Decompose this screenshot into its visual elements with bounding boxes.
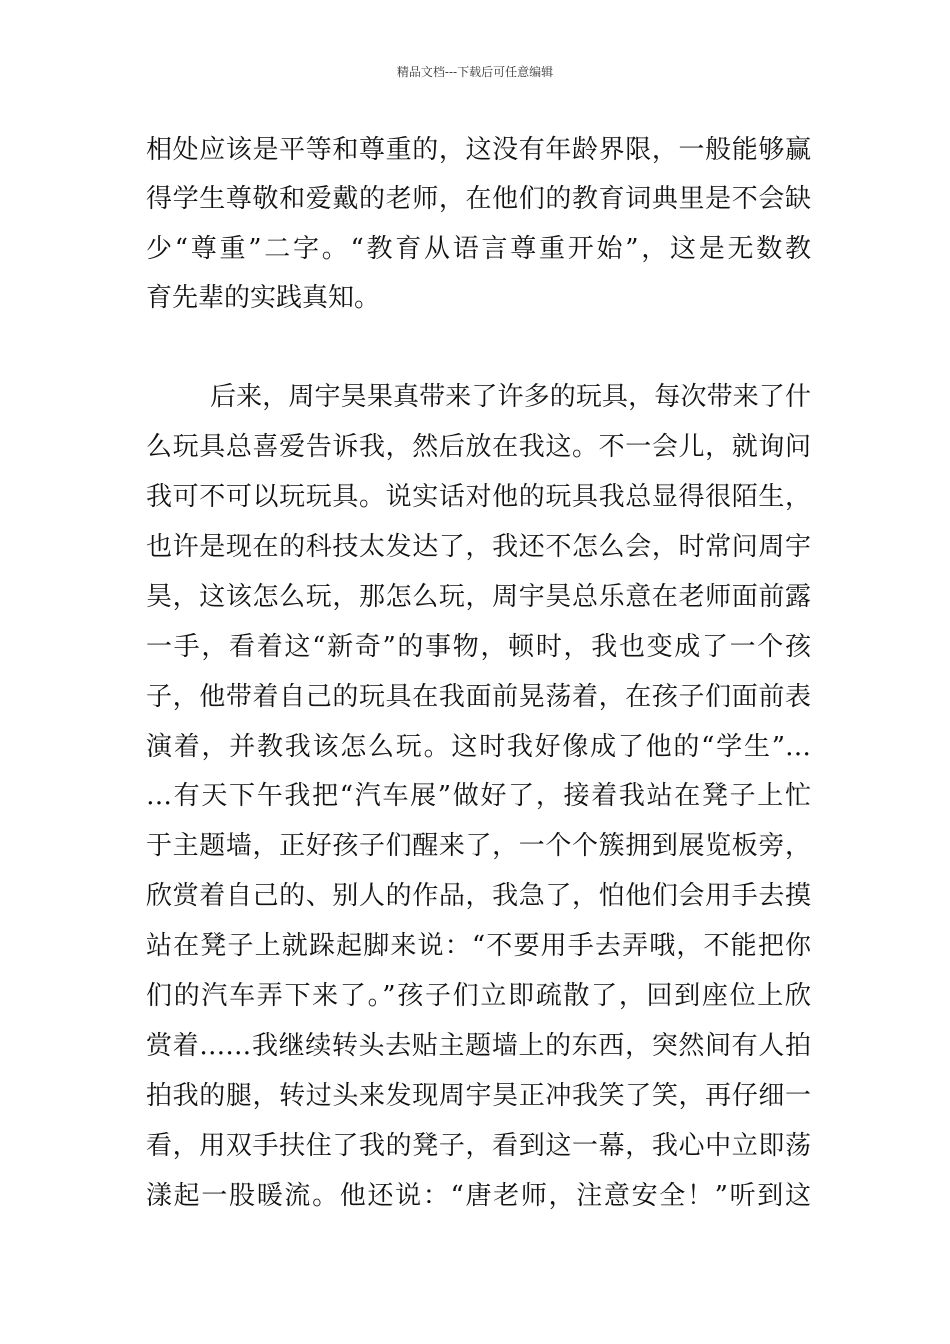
paragraph-2-line-17: 漾起一股暖流。他还说：“唐老师，注意安全！”听到这	[146, 1181, 811, 1211]
paragraph-2-line-13: 们的汽车弄下来了。”孩子们立即疏散了，回到座位上欣	[146, 981, 811, 1011]
paragraph-2-line-12: 站在凳子上就跺起脚来说：“不要用手去弄哦，不能把你	[146, 931, 811, 961]
paragraph-2-line-3: 我可不可以玩玩具。说实话对他的玩具我总显得很陌生，	[146, 482, 811, 512]
paragraph-2-line-14: 赏着……我继续转头去贴主题墙上的东西，突然间有人拍	[146, 1031, 811, 1061]
paragraph-2-line-15: 拍我的腿，转过头来发现周宇昊正冲我笑了笑，再仔细一	[146, 1081, 811, 1111]
paragraph-1-line-3: 少“尊重”二字。“教育从语言尊重开始”，这是无数教	[146, 234, 811, 264]
page-header: 精品文档---下载后可任意编辑	[396, 65, 554, 79]
paragraph-1-line-1: 相处应该是平等和尊重的，这没有年龄界限，一般能够赢	[146, 135, 811, 165]
paragraph-2-line-7: 子，他带着自己的玩具在我面前晃荡着，在孩子们面前表	[146, 682, 811, 712]
paragraph-2-line-2: 么玩具总喜爱告诉我，然后放在我这。不一会儿，就询问	[146, 432, 811, 462]
paragraph-2-line-10: 于主题墙，正好孩子们醒来了，一个个簇拥到展览板旁，	[146, 831, 811, 861]
paragraph-1-line-2: 得学生尊敬和爱戴的老师，在他们的教育词典里是不会缺	[146, 184, 811, 214]
paragraph-2-line-16: 看，用双手扶住了我的凳子，看到这一幕，我心中立即荡	[146, 1131, 811, 1161]
paragraph-2-line-11: 欣赏着自己的、别人的作品，我急了，怕他们会用手去摸	[146, 881, 811, 911]
paragraph-2-line-1: 后来，周宇昊果真带来了许多的玩具，每次带来了什	[210, 382, 811, 412]
paragraph-2-line-9: …有天下午我把“汽车展”做好了，接着我站在凳子上忙	[146, 781, 811, 811]
paragraph-2-line-4: 也许是现在的科技太发达了，我还不怎么会，时常问周宇	[146, 532, 811, 562]
paragraph-2-line-5: 昊，这该怎么玩，那怎么玩，周宇昊总乐意在老师面前露	[146, 582, 811, 612]
paragraph-2-line-6: 一手，看着这“新奇”的事物，顿时，我也变成了一个孩	[146, 632, 811, 662]
paragraph-1-line-4: 育先辈的实践真知。	[146, 283, 381, 313]
paragraph-2-line-8: 演着，并教我该怎么玩。这时我好像成了他的“学生”…	[146, 732, 811, 762]
